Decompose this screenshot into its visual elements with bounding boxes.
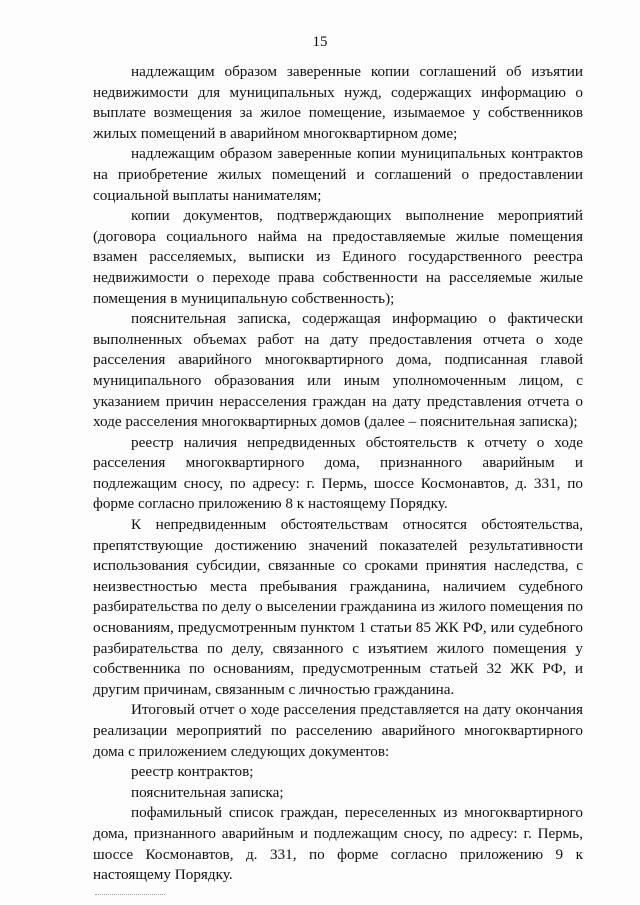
paragraph-unforeseen-circumstances: К непредвиденным обстоятельствам относятся обстоятельства, препятствующие достижению значений показателей результативности использования субсидии, связанные со сроками принятия наследства, с неизвестностью места пребывания гражданина, наличием судебного разбирательства по делу о выселении гражданина из жилого помещения по основаниям, предусмотренным пунктом 1 статьи 85 ЖК РФ, или судебного разбирательства по делу, связанного с изъятием жилого помещения у собственника по основаниям, предусмотренным статьей 32 ЖК РФ, и другим причинам, связанным с личностью гражданина. — [93, 516, 583, 698]
paragraph-explanatory-note: пояснительная записка, содержащая информацию о фактически выполненных объемах работ на дату предоставления отчета о ходе расселения аварийного многоквартирного дома, подписанная главой муниципального образования или иным уполномоченным лицом, с указанием причин нерасселения граждан на дату представления отчета о ходе расселения многоквартирных домов (далее – пояснительная записка); — [93, 310, 583, 431]
paragraph-agreement-copies: надлежащим образом заверенные копии соглашений об изъятии недвижимости для муниципальных нужд, содержащих информацию о выплате возмещения за жилое помещение, изымаемое у собственников жилых помещений в аварийном многоквартирном доме; — [93, 63, 583, 142]
paragraph-unforeseen-register: реестр наличия непредвиденных обстоятельств к отчету о ходе расселения многоквартирного дома, признанного аварийным и подлежащим сносу, по адресу: г. Пермь, шоссе Космонавтов, д. 331, по форме согласно приложению 8 к настоящему Порядку. — [93, 433, 583, 513]
paragraph-supporting-documents: копии документов, подтверждающих выполнение мероприятий (договора социального найма на предоставляемые жилые помещения взамен расселяемых, выписки из Единого государственного реестра недвижимости о переходе права собственности на расселяемые жилые помещения в муниципальную собственность); — [93, 207, 583, 307]
list-item-resettled-citizens: пофамильный список граждан, переселенных из многоквартирного дома, признанного аварийным и подлежащим сносу, по адресу: г. Пермь, шоссе Космонавтов, д. 331, по форме согласно приложению 9 к настоящему Порядку. — [93, 804, 583, 884]
list-item-contract-register: реестр контрактов; — [131, 763, 254, 781]
document-body — [93, 62, 583, 886]
paragraph-contract-copies: надлежащим образом заверенные копии муниципальных контрактов на приобретение жилых помещений и соглашений о предоставлении социальной выплаты нанимателям; — [93, 145, 583, 204]
paragraph-final-report: Итоговый отчет о ходе расселения представляется на дату окончания реализации мероприятий по расселению аварийного многоквартирного дома с приложением следующих документов: — [93, 701, 583, 760]
scan-artifact-divider — [95, 894, 165, 897]
page-number: 15 — [312, 34, 328, 50]
list-item-explanatory-note: пояснительная записка; — [131, 783, 284, 801]
